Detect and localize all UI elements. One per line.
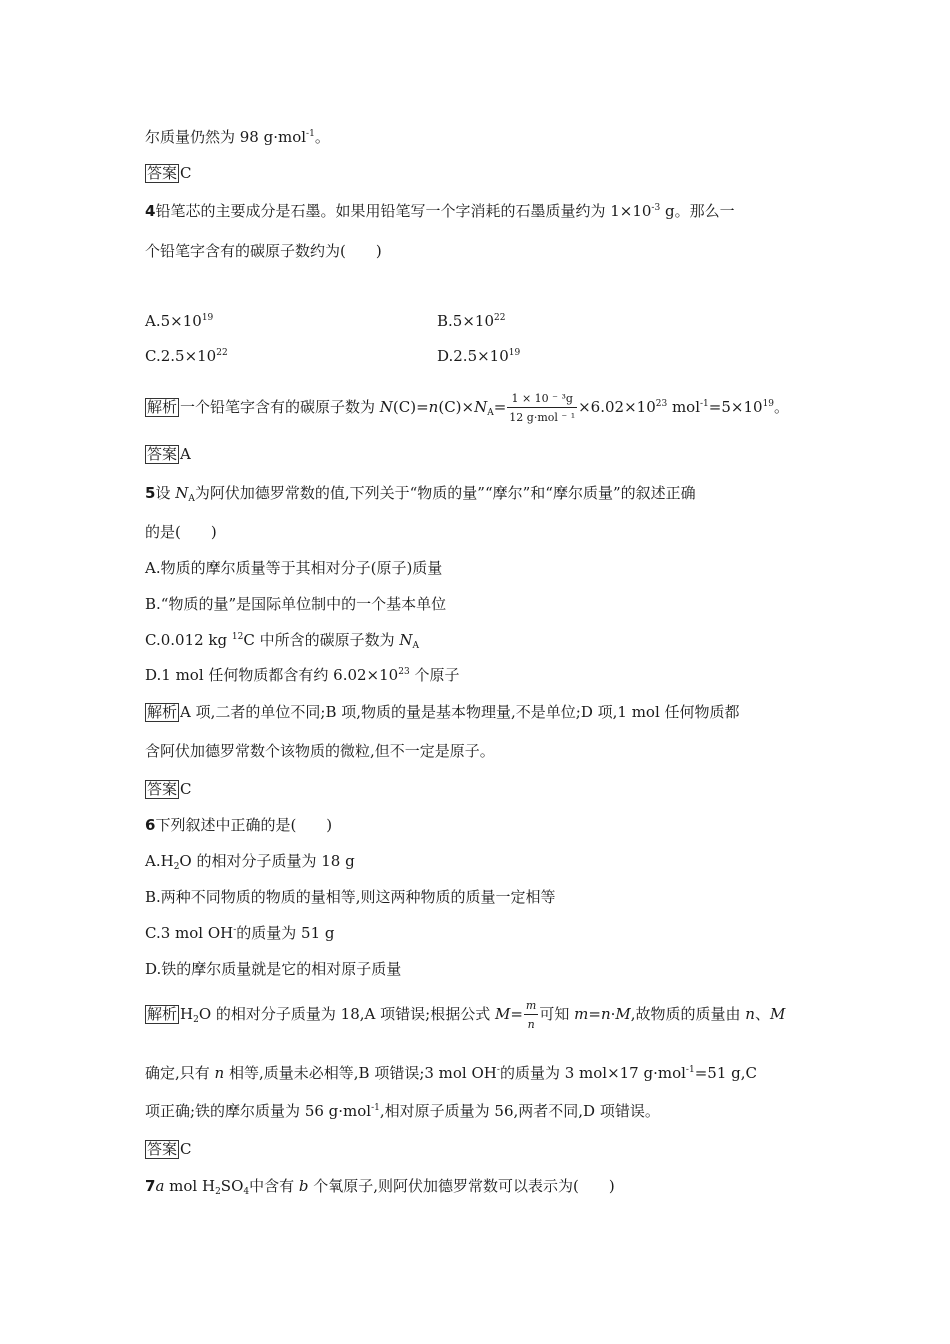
question-6-analysis-cont: 确定,只有 n 相等,质量未必相等,B 项错误;3 mol OH-的质量为 3 mol×17 g·mol$^{-1}$=51 g,C — [145, 1064, 757, 1082]
answer-line — [145, 1139, 192, 1159]
option-d: $D.2.5\times 10^{19}$ — [437, 347, 521, 365]
answer-tag: 答案 — [147, 780, 178, 798]
question-number: 5 — [145, 484, 156, 502]
question-6-analysis: 解析 $H_2O$ 的相对分子质量为 18,A 项错误;根据公式 M= $\frac{m}{n}$ 可知 m=n·M,故物质的质量由 n、M — [147, 999, 786, 1031]
question-4-stem-cont: 个铅笔字含有的碳原子数约为( ) — [145, 242, 382, 260]
answer-value: C — [180, 1140, 192, 1158]
option-c: C.3 mol OH-的质量为 51 g — [145, 924, 335, 942]
option-a: $A.H_2O$ 的相对分子质量为 18 g — [145, 852, 355, 872]
fraction: $\frac{\text{1 × 10 ⁻ ³g}}{\text{12 g·mol ⁻ ¹}}$ — [509, 392, 576, 424]
answer-value: C — [180, 780, 192, 798]
answer-tag: 答案 — [147, 445, 178, 463]
analysis-tag: 解析 — [147, 398, 178, 416]
option-a: A.物质的摩尔质量等于其相对分子(原子)质量 — [145, 559, 443, 577]
option-a: $A.5\times 10^{19}$ — [145, 312, 214, 330]
question-number: 6 — [145, 816, 156, 834]
question-5-stem: 5设 $N_A$为阿伏加德罗常数的值,下列关于“物质的量”“摩尔”和“摩尔质量”的叙述正确 — [145, 484, 696, 504]
question-4-options-row1 — [145, 311, 506, 331]
analysis-tag: 解析 — [147, 703, 178, 721]
question-5-stem-cont: 的是( ) — [145, 523, 217, 541]
question-4-stem: 4铅笔芯的主要成分是石墨。如果用铅笔写一个字消耗的石墨质量约为 $1\times 10^{-3}$ g。那么一 — [145, 202, 735, 220]
question-6-analysis-cont2: 项正确;铁的摩尔质量为 56 g·mol$^{-1}$,相对原子质量为 56,两者不同,D 项错误。 — [145, 1102, 660, 1120]
question-number: 7 — [145, 1177, 156, 1195]
answer-tag: 答案 — [147, 164, 178, 182]
answer-line — [145, 779, 192, 799]
question-5-analysis: 解析 A 项,二者的单位不同;B 项,物质的量是基本物理量,不是单位;D 项,1 mol 任何物质都 — [147, 703, 740, 721]
question-4-options-row2 — [145, 346, 521, 366]
answer-value: A — [180, 445, 191, 463]
answer-line — [145, 163, 192, 183]
text-line: 尔质量仍然为 98 g·mol$^{-1}$。 — [145, 128, 330, 146]
option-b: B.两种不同物质的物质的量相等,则这两种物质的质量一定相等 — [145, 888, 556, 906]
answer-tag: 答案 — [147, 1140, 178, 1158]
question-6-stem: 6下列叙述中正确的是( ) — [145, 816, 333, 834]
option-c: $C.2.5\times 10^{22}$ — [145, 347, 228, 365]
option-d: D.铁的摩尔质量就是它的相对原子质量 — [145, 960, 402, 978]
analysis-tag: 解析 — [147, 1005, 178, 1023]
answer-value: C — [180, 164, 192, 182]
option-b: $B.5\times 10^{22}$ — [437, 312, 506, 330]
question-7-stem: 7a mol $H_2SO_4$中含有 b 个氧原子,则阿伏加德罗常数可以表示为( ) — [145, 1177, 615, 1197]
question-5-analysis-cont: 含阿伏加德罗常数个该物质的微粒,但不一定是原子。 — [145, 742, 495, 760]
option-c: C.0.012 kg $^{12}$C 中所含的碳原子数为 $N_A$ — [145, 631, 419, 651]
answer-line — [145, 444, 191, 464]
fraction: $\frac{m}{n}$ — [525, 999, 537, 1031]
question-number: 4 — [145, 202, 156, 220]
question-4-analysis: 解析 一个铅笔字含有的碳原子数为 $N(C)=n(C)\times N_A=$ $\frac{\text{1 × 10 ⁻ ³g}}{\text{12 g·mol ⁻ ¹}}$ $\times 6.02\times 10^{23}$ $mol^{-1}=5\times 10^{19}$。 — [147, 392, 790, 424]
option-b: B.“物质的量”是国际单位制中的一个基本单位 — [145, 595, 447, 613]
option-d: D.1 mol 任何物质都含有约 $6.02\times 10^{23}$ 个原子 — [145, 666, 460, 684]
